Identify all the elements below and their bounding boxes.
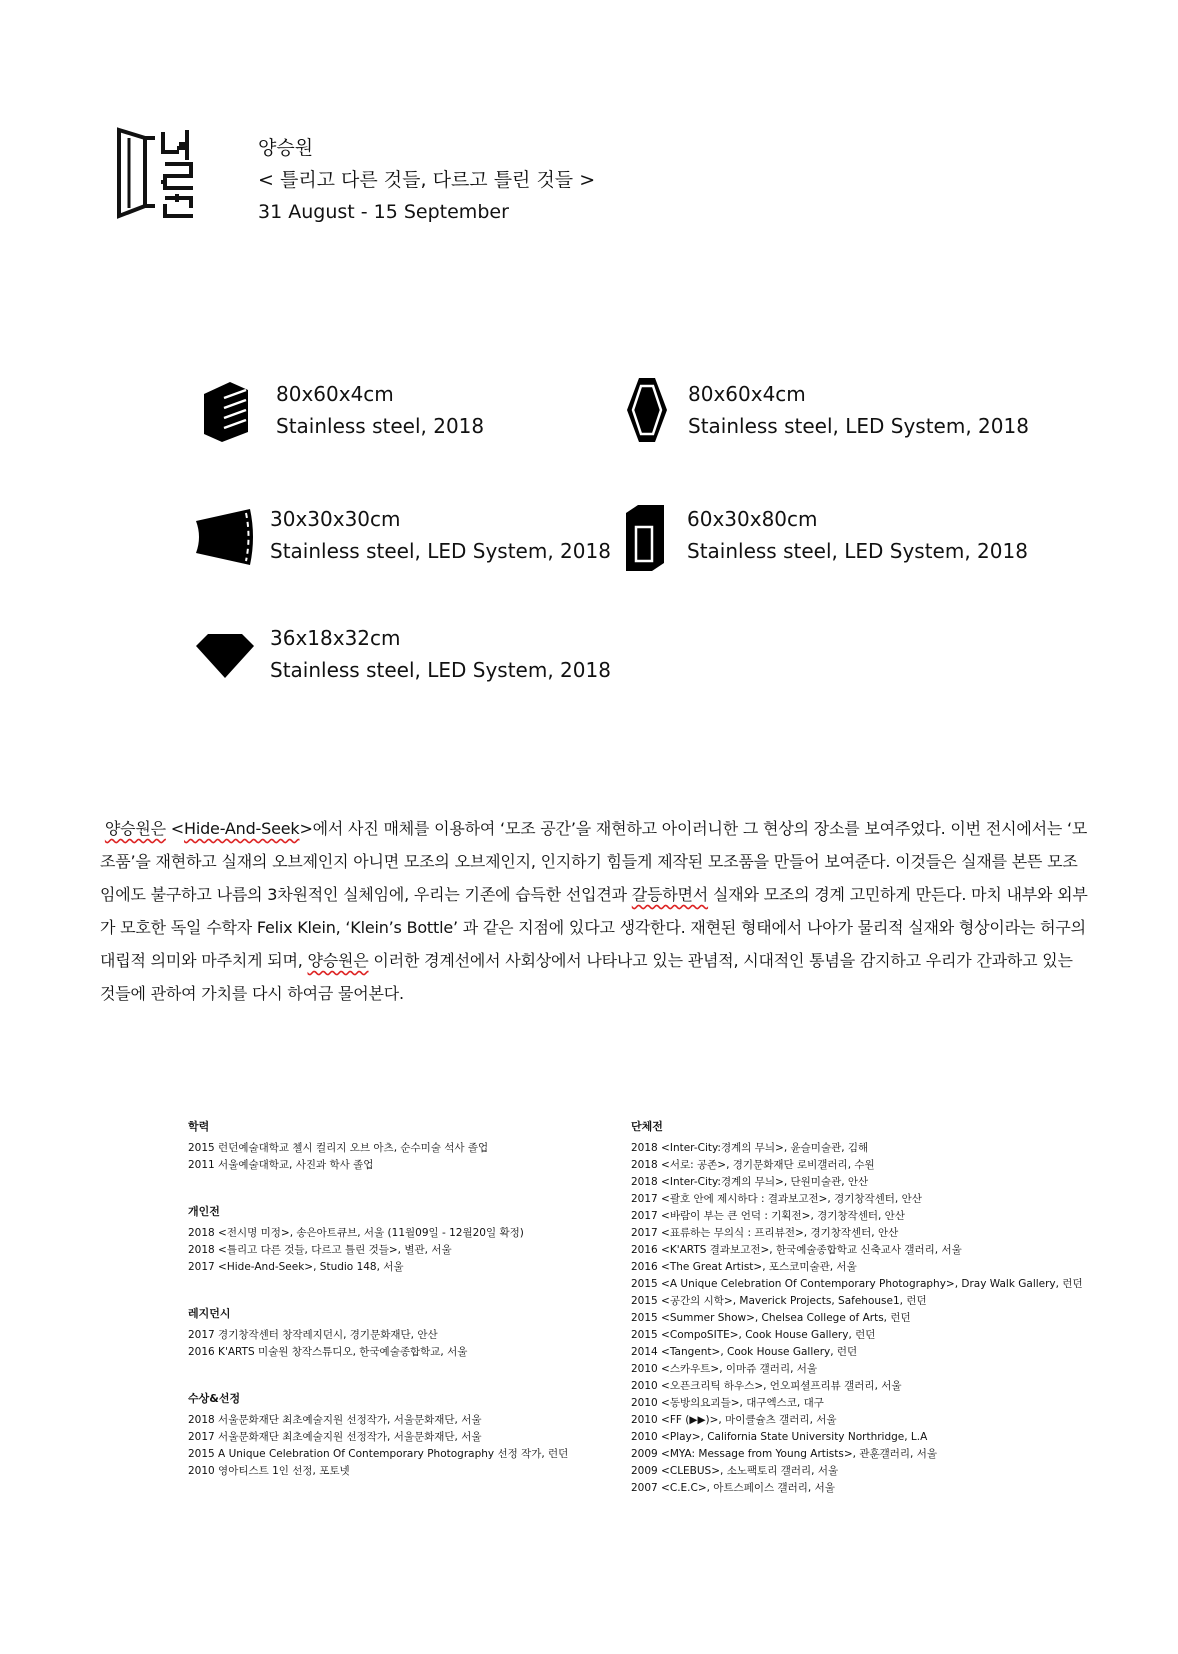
list-item: 2018 <전시명 미정>, 송은아트큐브, 서울 (11월09일 - 12월20일 확정) xyxy=(188,1227,524,1239)
work-size: 80x60x4cm xyxy=(688,382,806,406)
list-item: 2017 <괄호 안에 제시하다 : 결과보고전>, 경기창작센터, 안산 xyxy=(631,1193,922,1205)
gallery-logo xyxy=(115,124,215,224)
list-item: 2018 <Inter-City:경계의 무늬>, 단원미술관, 안산 xyxy=(631,1176,869,1188)
work-material: Stainless steel, LED System, 2018 xyxy=(270,539,611,563)
list-item: 2017 경기창작센터 창작레지던시, 경기문화재단, 안산 xyxy=(188,1329,438,1341)
exhibition-title: < 틀리고 다른 것들, 다르고 틀린 것들 > xyxy=(258,169,596,191)
lamp-shade-icon xyxy=(194,507,256,567)
section-heading: 수상&선정 xyxy=(188,1392,241,1405)
residency-section xyxy=(188,1305,568,1361)
list-item: 2011 서울예술대학교, 사진과 학사 졸업 xyxy=(188,1159,374,1171)
list-item: 2010 <Play>, California State University Northridge, L.A xyxy=(631,1431,928,1443)
diamond-icon xyxy=(194,632,256,680)
list-item: 2015 런던예술대학교 첼시 컬리지 오브 아츠, 순수미술 석사 졸업 xyxy=(188,1142,489,1154)
list-item: 2015 A Unique Celebration Of Contemporary Photography 선정 작가, 런던 xyxy=(188,1448,569,1460)
list-item: 2009 <CLEBUS>, 소노팩토리 갤러리, 서울 xyxy=(631,1465,839,1477)
work-material: Stainless steel, LED System, 2018 xyxy=(688,414,1029,438)
artist-name: 양승원 xyxy=(258,137,314,159)
description-paragraph: 양승원은 <Hide-And-Seek>에서 사진 매체를 이용하여 ‘모조 공간’을 재현하고 아이러니한 그 현상의 장소를 보여주었다. 이번 전시에서는 ‘모조품’을 재현하고 실재의 오브제인지 아니면 모조의 오브제인지, 인지하기 힘들게 제작된 모조품을 만들어 보여준다. 이것들은 실재를 본뜬 모조임에도 불구하고 나름의 3차원적인 실체임에, 우리는 기존에 습득한 선입견과 갈등하면서 실재와 모조의 경계 고민하게 만든다. 마치 내부와 외부가 모호한 독일 수학자 Felix Klein, ‘Klein’s Bottle’ 과 같은 지점에 있다고 생각한다. 재현된 형태에서 나아가 물리적 실재와 형상이라는 허구의 대립적 의미와 마주치게 되며, 양승원은 이러한 경계선에서 사회상에서 나타나고 있는 관념적, 시대적인 통념을 감지하고 우리가 간과하고 있는 것들에 관하여 가치를 다시 하여금 물어본다. xyxy=(100,819,1088,1003)
list-item: 2015 <Summer Show>, Chelsea College of Arts, 런던 xyxy=(631,1312,911,1324)
list-item: 2009 <MYA: Message from Young Artists>, 관훈갤러리, 서울 xyxy=(631,1448,938,1460)
work-size: 60x30x80cm xyxy=(687,507,818,531)
list-item: 2016 <K'ARTS 결과보고전>, 한국예술종합학교 신축교사 갤러리, 서울 xyxy=(631,1244,962,1256)
list-item: 2010 <FF (▶▶)>, 마이클슐츠 갤러리, 서울 xyxy=(631,1414,837,1426)
work-size: 36x18x32cm xyxy=(270,626,401,650)
list-item: 2018 서울문화재단 최초예술지원 선정작가, 서울문화재단, 서울 xyxy=(188,1414,482,1426)
list-item: 2018 <서로: 공존>, 경기문화재단 로비갤러리, 수원 xyxy=(631,1159,875,1171)
list-item: 2016 <The Great Artist>, 포스코미술관, 서울 xyxy=(631,1261,857,1273)
list-item: 2010 <스카우트>, 이마쥬 갤러리, 서울 xyxy=(631,1363,818,1375)
work-size: 80x60x4cm xyxy=(276,382,394,406)
education-section xyxy=(188,1118,568,1174)
section-heading: 개인전 xyxy=(188,1205,220,1218)
list-item: 2017 <바람이 부는 큰 언덕 : 기획전>, 경기창작센터, 안산 xyxy=(631,1210,905,1222)
work-material: Stainless steel, LED System, 2018 xyxy=(687,539,1028,563)
awards-section xyxy=(188,1390,568,1480)
door-logo-icon xyxy=(115,124,215,224)
shelf-icon xyxy=(200,380,252,442)
section-heading: 레지던시 xyxy=(188,1307,231,1320)
group-exhibitions-section xyxy=(631,1118,1083,1497)
hide-and-seek-title: Hide-And-Seek xyxy=(184,819,300,838)
exhibition-dates: 31 August - 15 September xyxy=(258,201,509,223)
section-heading: 학력 xyxy=(188,1120,210,1133)
work-material: Stainless steel, LED System, 2018 xyxy=(270,658,611,682)
solo-exhibitions-section xyxy=(188,1203,568,1276)
artist-name-inline: 양승원은 xyxy=(104,819,166,838)
cv-left-column xyxy=(188,1118,568,1480)
section-heading: 단체전 xyxy=(631,1120,663,1133)
work-size: 30x30x30cm xyxy=(270,507,401,531)
box-icon xyxy=(624,503,666,573)
artist-name-inline: 양승원은 xyxy=(307,951,369,970)
hexagon-icon xyxy=(625,376,669,444)
list-item: 2018 <Inter-City:경계의 무늬>, 윤슬미술관, 김해 xyxy=(631,1142,869,1154)
work-material: Stainless steel, 2018 xyxy=(276,414,485,438)
list-item: 2017 <표류하는 무의식 : 프리뷰전>, 경기창작센터, 안산 xyxy=(631,1227,899,1239)
list-item: 2016 K'ARTS 미술원 창작스튜디오, 한국예술종합학교, 서울 xyxy=(188,1346,468,1358)
exhibition-header xyxy=(258,132,595,228)
list-item: 2010 <동방의요괴들>, 대구엑스코, 대구 xyxy=(631,1397,824,1409)
list-item: 2014 <Tangent>, Cook House Gallery, 런던 xyxy=(631,1346,858,1358)
cv-right-column xyxy=(631,1118,1083,1497)
list-item: 2015 <A Unique Celebration Of Contemporary Photography>, Dray Walk Gallery, 런던 xyxy=(631,1278,1083,1290)
list-item: 2015 <CompoSITE>, Cook House Gallery, 런던 xyxy=(631,1329,876,1341)
list-item: 2018 <틀리고 다른 것들, 다르고 틀린 것들>, 별관, 서울 xyxy=(188,1244,452,1256)
list-item: 2017 <Hide-And-Seek>, Studio 148, 서울 xyxy=(188,1261,404,1273)
list-item: 2017 서울문화재단 최초예술지원 선정작가, 서울문화재단, 서울 xyxy=(188,1431,482,1443)
list-item: 2007 <C.E.C>, 아트스페이스 갤러리, 서울 xyxy=(631,1482,835,1494)
list-item: 2010 <오픈크리틱 하우스>, 언오피셜프리뷰 갤러리, 서울 xyxy=(631,1380,902,1392)
list-item: 2015 <공간의 시학>, Maverick Projects, Safehouse1, 런던 xyxy=(631,1295,927,1307)
list-item: 2010 영아티스트 1인 선정, 포토넷 xyxy=(188,1465,350,1477)
